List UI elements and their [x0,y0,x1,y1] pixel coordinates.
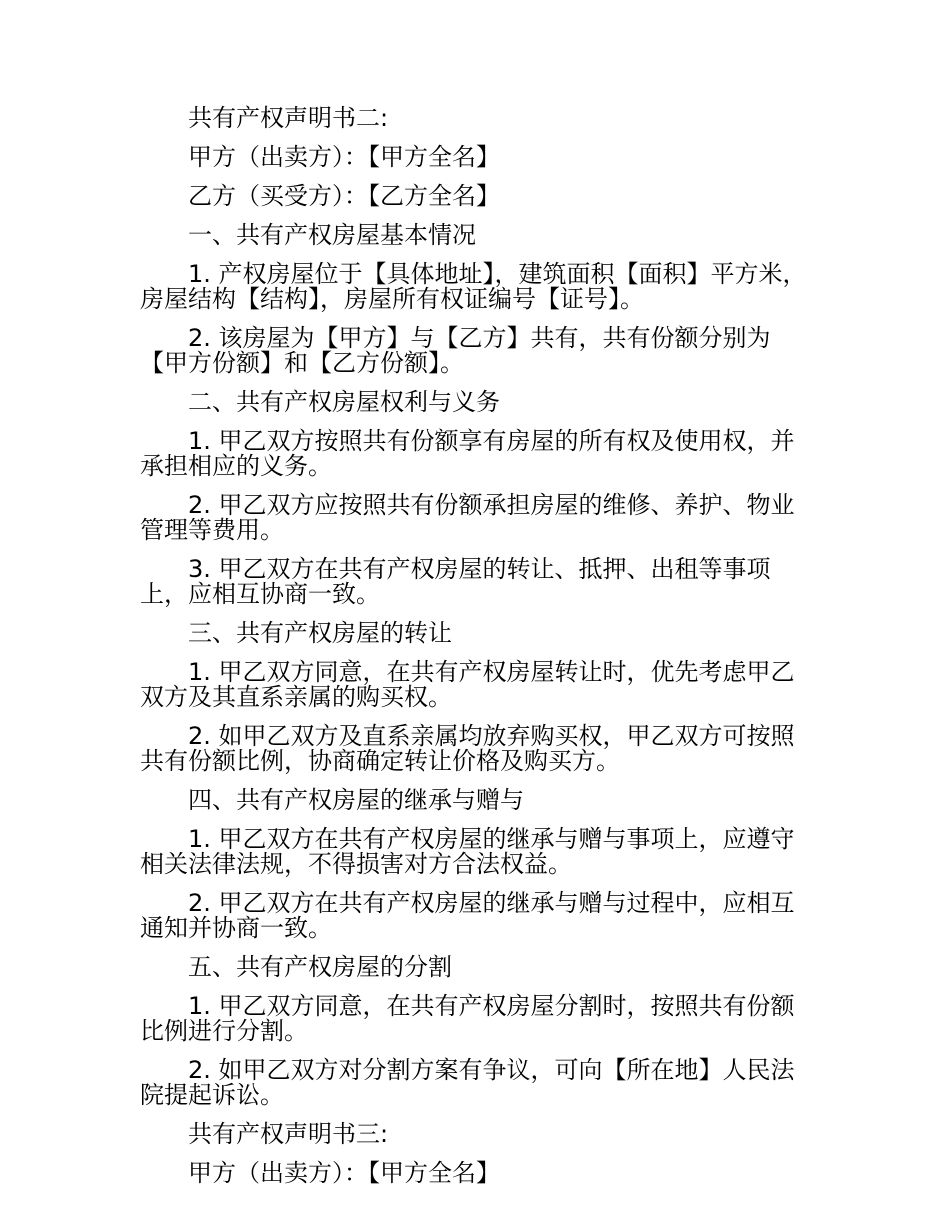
document-body [140,106,812,1200]
heading-rights-obligations: 二、共有产权房屋权利与义务 [188,388,500,416]
section-title-3: 共有产权声明书三: [188,1120,389,1148]
clause-4-1: 1. 甲乙双方在共有产权房屋的继承与赠与事项上，应遵守相关法律法规，不得损害对方合法权益。 [140,825,795,878]
party-a-line-3: 甲方（出卖方）：【甲方全名】 [188,1159,500,1187]
party-b-line: 乙方（买受方）：【乙方全名】 [188,182,500,210]
heading-basic-info: 一、共有产权房屋基本情况 [188,221,476,249]
clause-2-2: 2. 甲乙双方应按照共有份额承担房屋的维修、养护、物业管理等费用。 [140,491,795,544]
party-a-line: 甲方（出卖方）：【甲方全名】 [188,143,500,171]
clause-5-1: 1. 甲乙双方同意，在共有产权房屋分割时，按照共有份额比例进行分割。 [140,992,795,1045]
section-title: 共有产权声明书二: [188,104,389,132]
clause-3-2: 2. 如甲乙双方及直系亲属均放弃购买权，甲乙双方可按照共有份额比例，协商确定转让价格及购买方。 [140,722,795,775]
clause-1-1: 1. 产权房屋位于【具体地址】，建筑面积【面积】平方米，房屋结构【结构】，房屋所有权证编号【证号】。 [140,260,807,313]
heading-transfer: 三、共有产权房屋的转让 [188,619,452,647]
clause-1-2: 2. 该房屋为【甲方】与【乙方】共有，共有份额分别为【甲方份额】和【乙方份额】。 [140,324,771,377]
heading-partition: 五、共有产权房屋的分割 [188,953,452,981]
clause-5-2: 2. 如甲乙双方对分割方案有争议，可向【所在地】人民法院提起诉讼。 [140,1056,795,1109]
heading-inheritance-gift: 四、共有产权房屋的继承与赠与 [188,786,524,814]
clause-2-1: 1. 甲乙双方按照共有份额享有房屋的所有权及使用权，并承担相应的义务。 [140,427,795,480]
clause-3-1: 1. 甲乙双方同意，在共有产权房屋转让时，优先考虑甲乙双方及其直系亲属的购买权。 [140,658,795,711]
clause-4-2: 2. 甲乙双方在共有产权房屋的继承与赠与过程中，应相互通知并协商一致。 [140,889,795,942]
clause-2-3: 3. 甲乙双方在共有产权房屋的转让、抵押、出租等事项上，应相互协商一致。 [140,555,771,608]
